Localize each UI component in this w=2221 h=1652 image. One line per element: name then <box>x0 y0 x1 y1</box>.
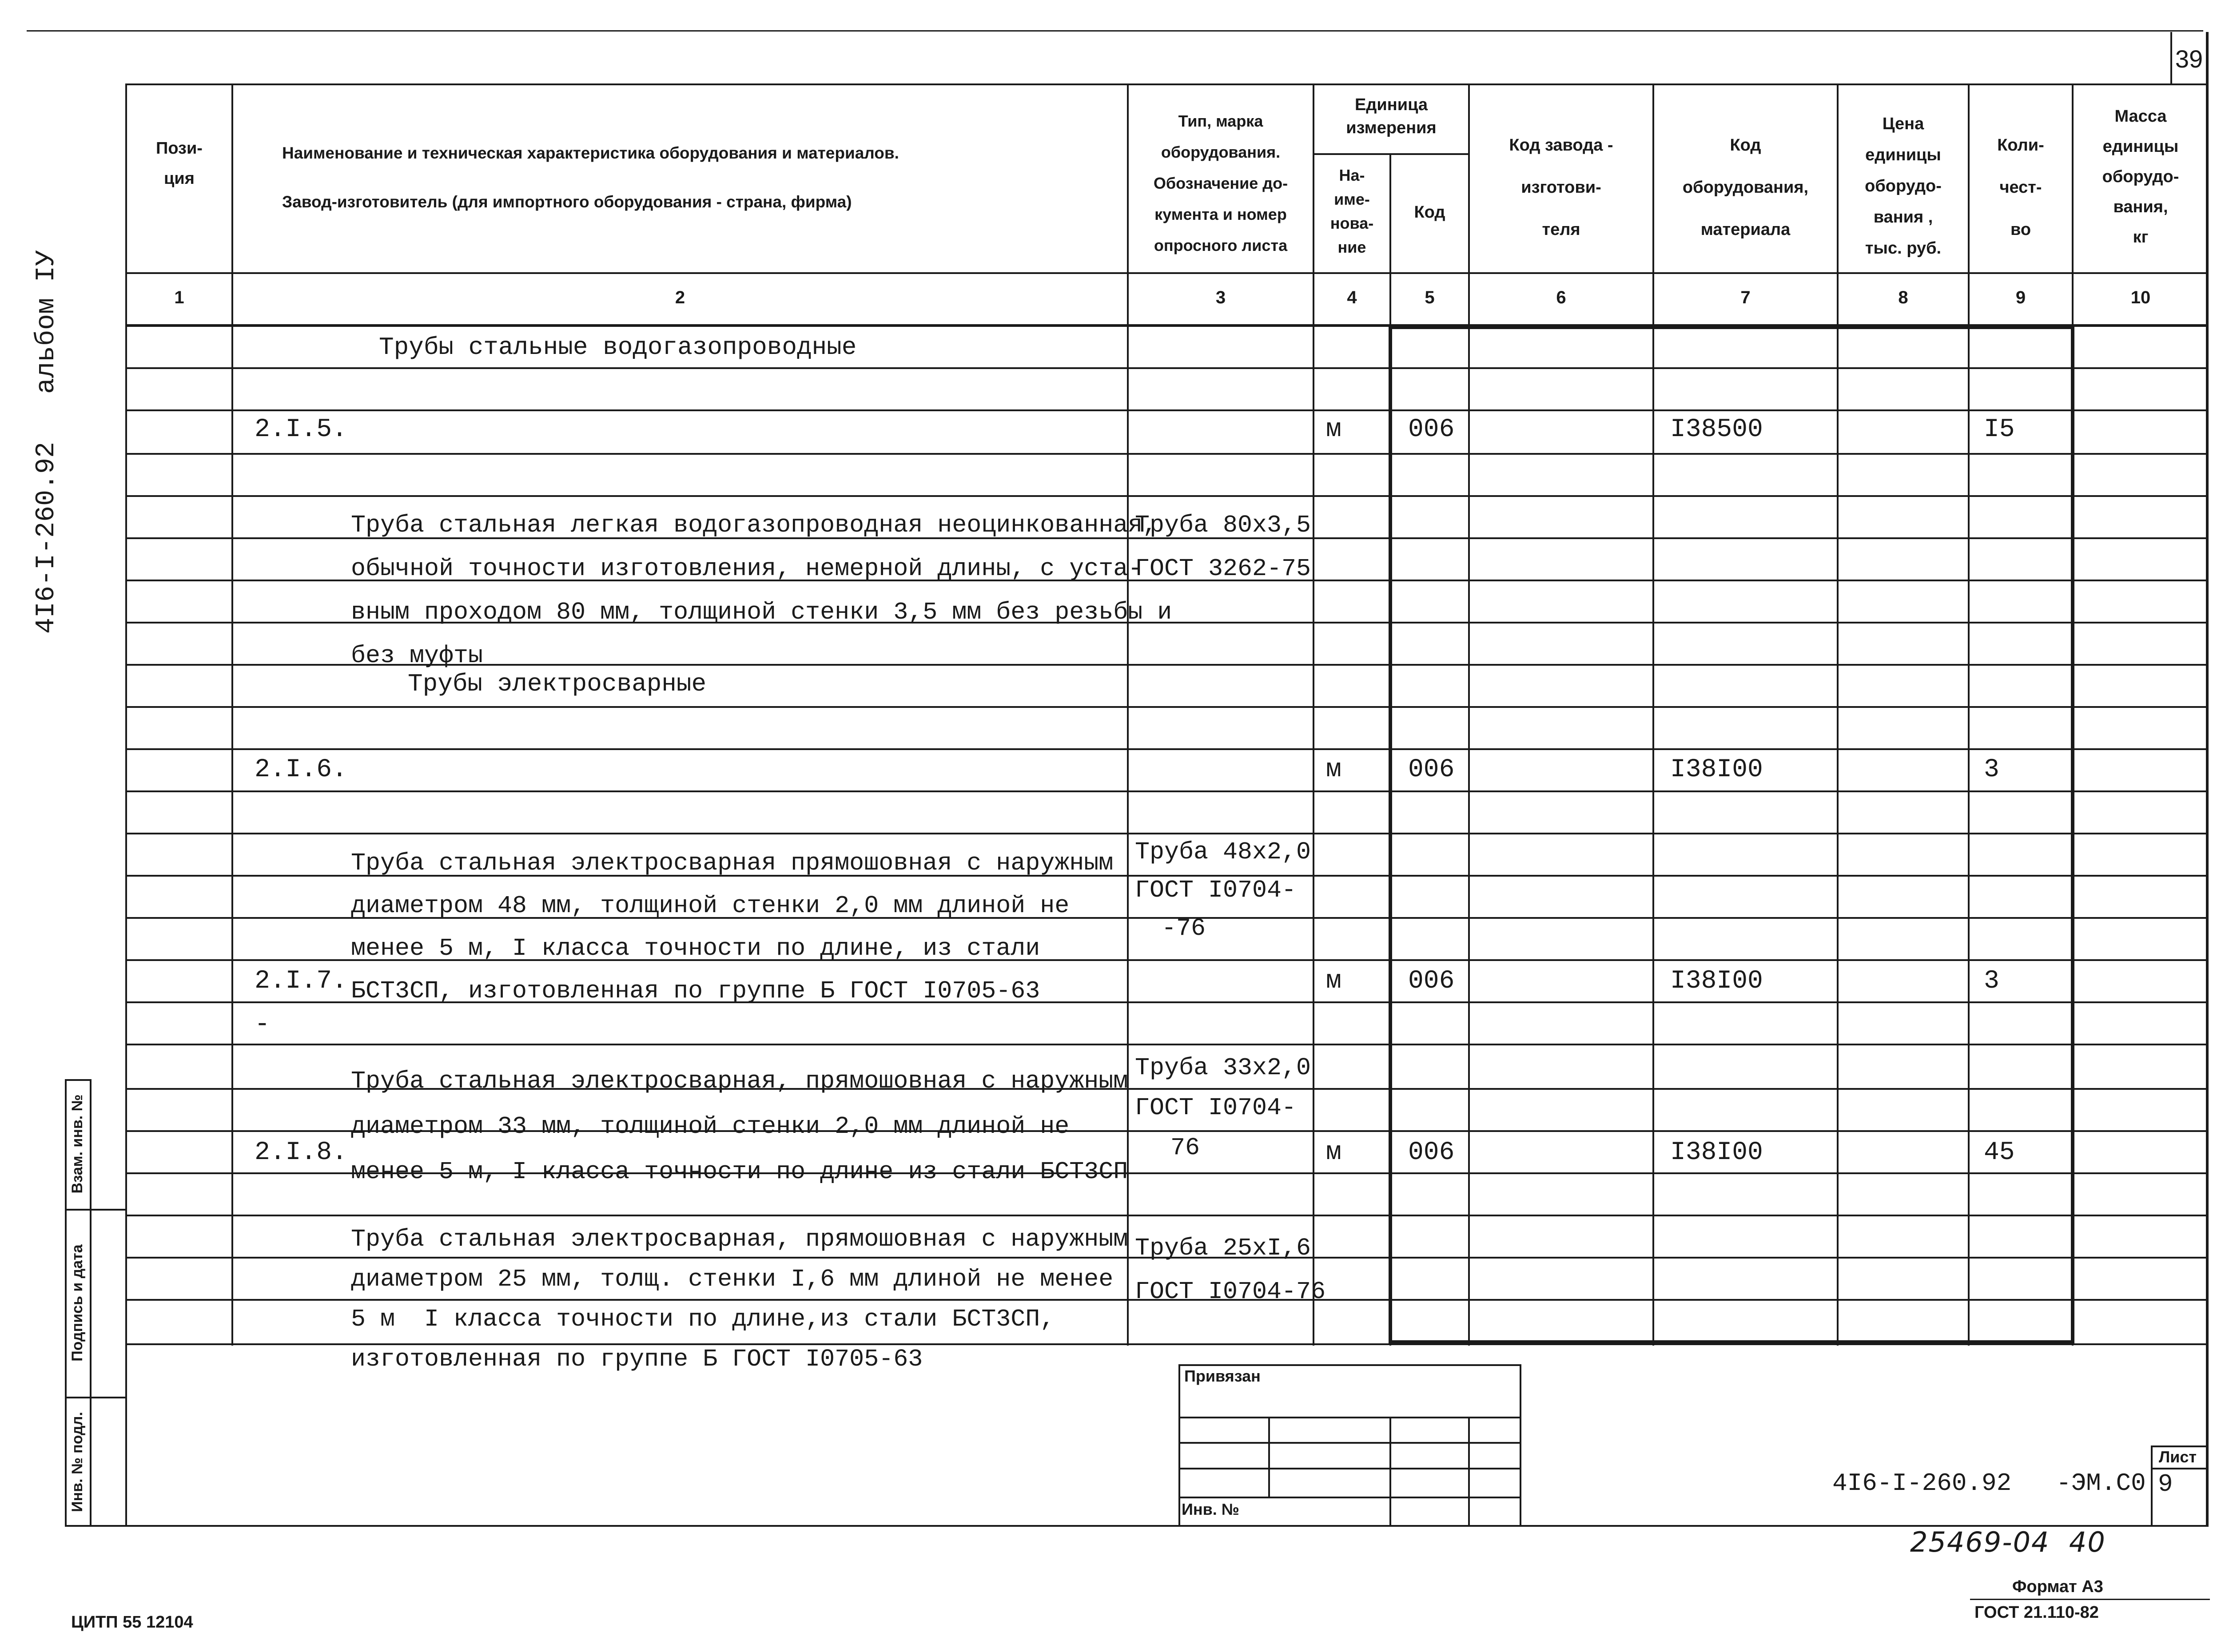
side-stamp-mid <box>90 1079 92 1527</box>
col-sep-5 <box>1468 83 1470 1346</box>
header-units-title: Единица измерения <box>1346 95 1437 137</box>
item-unit: м <box>1326 967 1341 996</box>
row-line <box>125 748 2208 750</box>
row-line <box>125 367 2208 369</box>
header-bottom-line <box>125 272 2208 274</box>
frame-top <box>125 83 2209 85</box>
col-number-1: 1 <box>174 288 184 307</box>
col-number-6: 6 <box>1556 288 1566 307</box>
stamp-col <box>1389 1417 1391 1526</box>
stamp-col <box>1468 1417 1470 1526</box>
page-number: 39 <box>2175 45 2203 73</box>
item-unit: м <box>1326 755 1341 784</box>
header-col4: На- име- нова- ние <box>1330 166 1374 256</box>
stamp-inv-no: Инв. № <box>1182 1500 1239 1518</box>
header-col8: Цена единицы оборудо- вания , тыс. руб. <box>1865 115 1942 258</box>
item-material-code: I38500 <box>1670 415 1763 444</box>
item-quantity: 3 <box>1984 755 1999 784</box>
region-top <box>1389 326 2074 329</box>
header-col1: Пози- ция <box>156 139 203 188</box>
col-number-7: 7 <box>1740 288 1751 307</box>
header-col7: Код оборудования, материала <box>1682 136 1809 239</box>
sheet-cell-top <box>2151 1446 2208 1447</box>
sheet-cell-left <box>2151 1446 2153 1525</box>
item-material-code: I38I00 <box>1670 967 1763 996</box>
footer-left-code: ЦИТП 55 12104 <box>71 1613 193 1632</box>
side-stamp-inv: Инв. № подл. <box>69 1412 86 1512</box>
document-code: 4I6-I-260.92 -ЭМ.С0 <box>1832 1469 2146 1497</box>
stamp-col <box>1268 1417 1270 1497</box>
side-stamp-sign: Подпись и дата <box>69 1244 86 1362</box>
side-stamp-left <box>65 1079 67 1527</box>
item-quantity: 45 <box>1984 1138 2015 1167</box>
header-col6: Код завода - изготови- теля <box>1509 136 1613 239</box>
sheet-cell-sep <box>2151 1468 2208 1469</box>
item-unit-code: 006 <box>1408 415 1455 444</box>
col-number-2: 2 <box>675 288 685 307</box>
stamp-left <box>1178 1364 1180 1526</box>
item-position: 2.I.7. <box>255 967 347 996</box>
item-quantity: 3 <box>1984 967 1999 996</box>
top-trim-line <box>27 30 2203 32</box>
item-type: Труба 25хI,6 ГОСТ I0704-76 <box>1135 1234 1326 1306</box>
footer-gost: ГОСТ 21.110-82 <box>1974 1603 2099 1622</box>
section-title: Трубы стальные водогазопроводные <box>379 333 857 361</box>
item-unit: м <box>1326 415 1341 444</box>
col-number-10: 10 <box>2130 288 2151 307</box>
stamp-top <box>1178 1364 1520 1366</box>
col-sep-8 <box>1968 83 1970 1346</box>
item-description: Труба стальная легкая водогазопроводная неоцинкованная, обычной точности изготовления, немерной длины, с уста- вным проходом 80 мм, толщиной стенки 3,5 мм без резьбы и без муфты <box>351 511 1172 670</box>
format-label: Формат А3 <box>2012 1577 2103 1596</box>
header-col9: Коли- чест- во <box>1997 136 2044 239</box>
item-description: Труба стальная электросварная, прямошовная с наружным диаметром 33 мм, толщиной стенки 2,0 мм длиной не менее 5 м, I класса точности по длине из стали БСТ3СП <box>351 1067 1128 1186</box>
stamp-right <box>1520 1364 1521 1526</box>
row-line <box>125 409 2208 411</box>
item-type: Труба 33х2,0 ГОСТ I0704- 76 <box>1135 1054 1311 1162</box>
item-unit-code: 006 <box>1408 967 1455 996</box>
item-dash: - <box>255 1010 270 1039</box>
frame-right <box>2206 32 2209 1527</box>
stamp-privyazan: Привязан <box>1184 1367 1261 1385</box>
col-sep-6 <box>1652 83 1654 1346</box>
sheet-label: Лист <box>2159 1448 2197 1466</box>
item-unit-code: 006 <box>1408 1138 1455 1167</box>
footer-line <box>1970 1599 2210 1600</box>
item-type: Труба 48х2,0 ГОСТ I0704- -76 <box>1135 838 1311 942</box>
region-right <box>2071 326 2074 1343</box>
header-col3: Тип, марка оборудования. Обозначение до- кумента и номер опросного листа <box>1153 112 1288 254</box>
item-quantity: I5 <box>1984 415 2015 444</box>
col-number-3: 3 <box>1215 288 1226 307</box>
region-left <box>1389 326 1392 1343</box>
col-number-5: 5 <box>1425 288 1435 307</box>
handwritten-number: 25469-04 40 <box>1910 1526 2106 1558</box>
sheet-number: 9 <box>2158 1470 2173 1498</box>
item-position: 2.I.8. <box>255 1138 347 1167</box>
header-col5: Код <box>1414 203 1445 222</box>
col-number-9: 9 <box>2015 288 2026 307</box>
item-description: Труба стальная электросварная прямошовная с наружным диаметром 48 мм, толщиной стенки 2,0 мм длиной не менее 5 м, I класса точности по длине, из стали БСТ3СП, изготовленная по группе Б ГОСТ I0705-63 <box>351 849 1114 1005</box>
item-material-code: I38I00 <box>1670 755 1763 784</box>
item-description: Труба стальная электросварная, прямошовная с наружным диаметром 25 мм, толщ. стенки I,6 мм длиной не менее 5 м I класса точности по длине,из стали БСТ3СП, изготовленная по группе Б ГОСТ I0705-63 <box>351 1225 1128 1373</box>
col-number-4: 4 <box>1347 288 1357 307</box>
side-stamp-replace: Взам. инв. № <box>69 1094 86 1194</box>
header-col10: Масса единицы оборудо- вания, кг <box>2102 107 2179 246</box>
section-title: Трубы электросварные <box>408 670 707 698</box>
col-number-8: 8 <box>1898 288 1908 307</box>
col-sep-1 <box>231 83 233 1346</box>
item-material-code: I38I00 <box>1670 1138 1763 1167</box>
item-position: 2.I.6. <box>255 755 347 784</box>
header-col2: Наименование и техническая характеристика оборудования и материалов. Завод-изготовитель (для импортного оборудования - страна, фирма) <box>282 144 899 211</box>
item-unit: м <box>1326 1138 1341 1167</box>
item-unit-code: 006 <box>1408 755 1455 784</box>
col-sep-7 <box>1837 83 1839 1346</box>
item-type: Труба 80х3,5 ГОСТ 3262-75 <box>1135 511 1311 583</box>
side-album-label: 4I6-I-260.92 альбом IУ <box>32 250 62 634</box>
item-position: 2.I.5. <box>255 415 347 444</box>
frame-bottom <box>65 1525 2208 1527</box>
